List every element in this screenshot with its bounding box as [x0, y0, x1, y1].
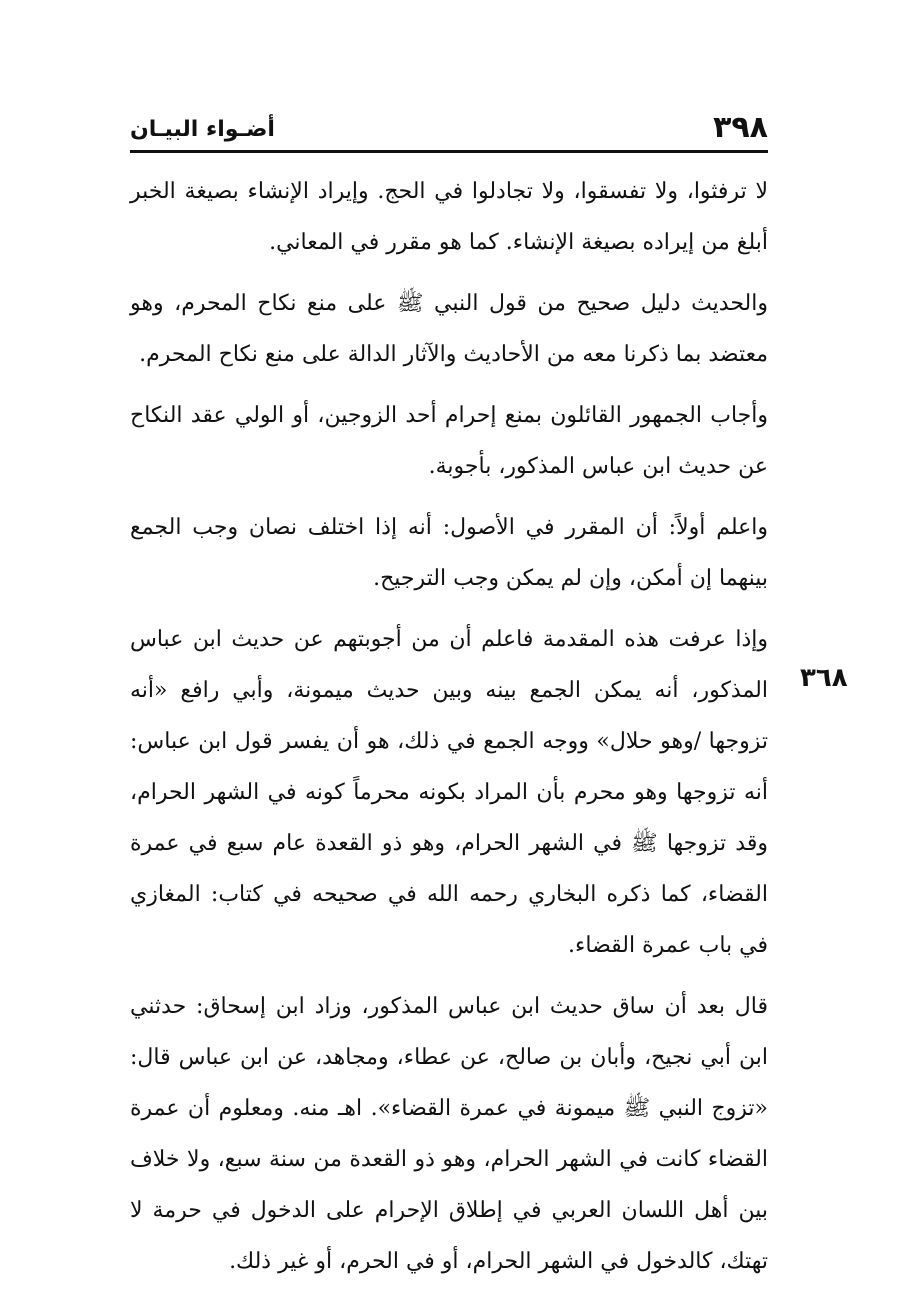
page-number: ٣٩٨ [713, 110, 768, 145]
paragraph: وأجاب الجمهور القائلون بمنع إحرام أحد الزوجين، أو الولي عقد النكاح عن حديث ابن عباس المذكور، بأجوبة. [130, 403, 768, 479]
header-divider [130, 150, 768, 153]
margin-page-marker: ٣٦٨ [800, 663, 848, 693]
book-title: أضـواء البيـان [130, 117, 275, 142]
body-text [130, 166, 768, 1297]
page-header [130, 108, 768, 152]
paragraph: والحديث دليل صحيح من قول النبي ﷺ على منع نكاح المحرم، وهو معتضد بما ذكرنا معه من الأحاديث والآثار الدالة على منع نكاح المحرم. [130, 291, 768, 367]
paragraph: لا ترفثوا، ولا تفسقوا، ولا تجادلوا في الحج. وإيراد الإنشاء بصيغة الخبر أبلغ من إيراده بصيغة الإنشاء. كما هو مقرر في المعاني. [130, 179, 768, 255]
paragraph: وإذا عرفت هذه المقدمة فاعلم أن من أجوبتهم عن حديث ابن عباس المذكور، أنه يمكن الجمع بينه وبين حديث ميمونة، وأبي رافع «أنه تزوجها /وهو حلال» ووجه الجمع في ذلك، هو أن يفسر قول ابن عباس: أنه تزوجها وهو محرم بأن المراد بكونه محرماً كونه في الشهر الحرام، وقد تزوجها ﷺ في الشهر الحرام، وهو ذو القعدة عام سبع في عمرة القضاء، كما ذكره البخاري رحمه الله في صحيحه في كتاب: المغازي في باب عمرة القضاء. [130, 627, 768, 958]
paragraph: واعلم أولاً: أن المقرر في الأصول: أنه إذا اختلف نصان وجب الجمع بينهما إن أمكن، وإن لم يمكن وجب الترجيح. [130, 515, 768, 591]
paragraph: قال بعد أن ساق حديث ابن عباس المذكور، وزاد ابن إسحاق: حدثني ابن أبي نجيح، وأبان بن صالح، عن عطاء، ومجاهد، عن ابن عباس قال: «تزوج النبي ﷺ ميمونة في عمرة القضاء». اهـ منه. ومعلوم أن عمرة القضاء كانت في الشهر الحرام، وهو ذو القعدة من سنة سبع، ولا خلاف بين أهل اللسان العربي في إطلاق الإحرام على الدخول في حرمة لا تهتك، كالدخول في الشهر الحرام، أو في الحرم، أو غير ذلك. [130, 994, 768, 1274]
